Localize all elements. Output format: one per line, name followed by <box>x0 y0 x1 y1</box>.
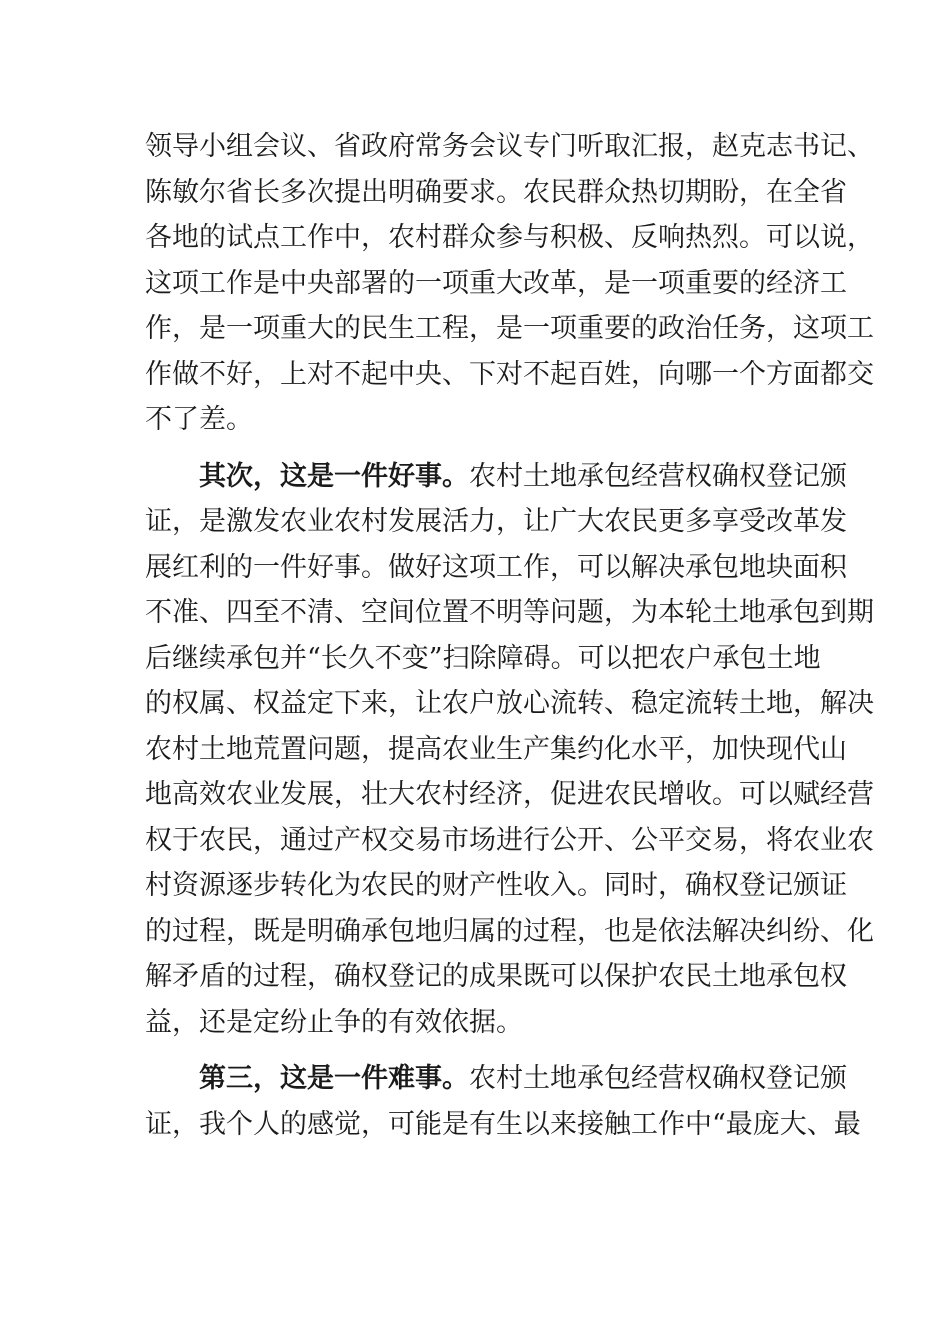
document-body <box>145 124 874 1147</box>
paragraph-first-line <box>145 1056 847 1102</box>
paragraph-1 <box>145 124 874 443</box>
paragraph-line: 权于农民，通过产权交易市场进行公开、公平交易，将农业农 <box>145 824 874 856</box>
paragraph-2 <box>145 454 874 1046</box>
paragraph-line: 后继续承包并“长久不变”扫除障碍。可以把农户承包土地 <box>145 642 821 674</box>
paragraph-line-text: 农村土地承包经营权确权登记颁 <box>469 1063 847 1094</box>
paragraph-line: 作，是一项重大的民生工程，是一项重要的政治任务，这项工 <box>145 313 874 344</box>
paragraph-line: 地高效农业发展，壮大农村经济，促进农民增收。可以赋经营 <box>145 779 874 810</box>
paragraph-line: 领导小组会议、省政府常务会议专门听取汇报，赵克志书记、 <box>145 131 874 162</box>
paragraph-line-text: 农村土地承包经营权确权登记颁 <box>469 460 847 492</box>
paragraph-heading: 其次，这是一件好事。 <box>199 460 469 492</box>
paragraph-line: 益，还是定纷止争的有效依据。 <box>145 1006 523 1038</box>
paragraph-line: 农村土地荒置问题，提高农业生产集约化水平，加快现代山 <box>145 733 847 765</box>
paragraph-line: 的权属、权益定下来，让农户放心流转、稳定流转土地，解决 <box>145 688 874 719</box>
paragraph-first-line <box>145 454 847 500</box>
paragraph-line: 村资源逐步转化为农民的财产性收入。同时，确权登记颁证 <box>145 870 847 901</box>
paragraph-heading: 第三，这是一件难事。 <box>199 1063 469 1094</box>
paragraph-line: 各地的试点工作中，农村群众参与积极、反响热烈。可以说， <box>145 222 874 253</box>
paragraph-line: 作做不好，上对不起中央、下对不起百姓，向哪一个方面都交 <box>145 358 874 390</box>
paragraph-line: 的过程，既是明确承包地归属的过程，也是依法解决纠纷、化 <box>145 915 874 947</box>
paragraph-line: 证，我个人的感觉，可能是有生以来接触工作中“最庞大、最 <box>145 1108 861 1140</box>
paragraph-line: 不准、四至不清、空间位置不明等问题，为本轮土地承包到期 <box>145 597 874 628</box>
paragraph-line: 展红利的一件好事。做好这项工作，可以解决承包地块面积 <box>145 551 847 583</box>
paragraph-line: 陈敏尔省长多次提出明确要求。农民群众热切期盼，在全省 <box>145 176 847 208</box>
paragraph-line: 证，是激发农业农村发展活力，让广大农民更多享受改革发 <box>145 506 847 537</box>
paragraph-line: 解矛盾的过程，确权登记的成果既可以保护农民土地承包权 <box>145 961 847 992</box>
paragraph-line: 这项工作是中央部署的一项重大改革，是一项重要的经济工 <box>145 267 847 299</box>
paragraph-3 <box>145 1056 861 1147</box>
paragraph-line: 不了差。 <box>145 404 253 435</box>
